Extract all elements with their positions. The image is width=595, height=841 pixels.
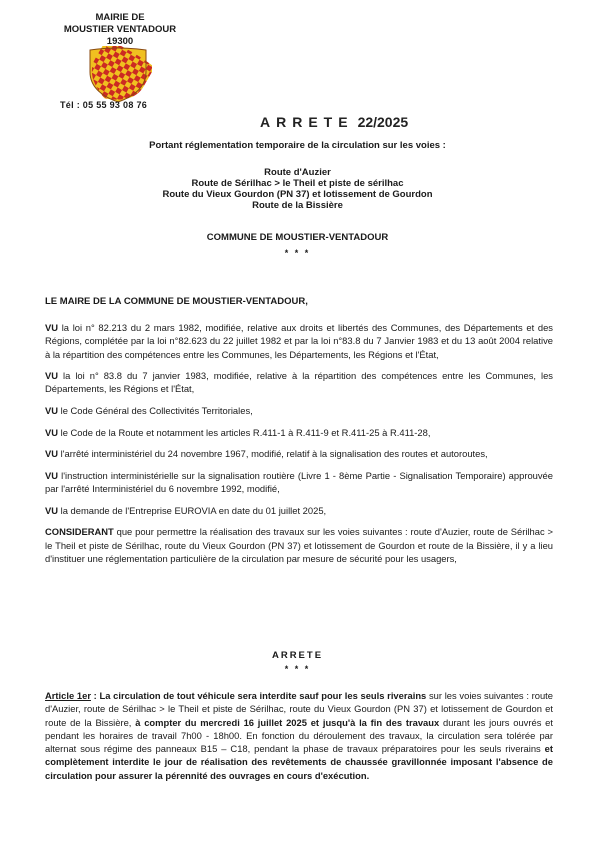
separator: * * *: [284, 664, 311, 674]
route-item: Route de Sérilhac > le Theil et piste de sérilhac: [191, 178, 404, 189]
paragraph: [45, 321, 553, 361]
paragraph-text: l'arrêté interministériel du 24 novembre 1967, modifié, relatif à la signalisation des routes et autoroutes,: [58, 448, 488, 460]
paragraph-text: le Code Général des Collectivités Territoriales,: [58, 405, 253, 417]
paragraph: [45, 504, 553, 517]
subtitle: Portant réglementation temporaire de la circulation sur les voies :: [149, 140, 446, 151]
route-item: Route de la Bissière: [252, 200, 343, 211]
route-item: Route du Vieux Gourdon (PN 37) et lotissement de Gourdon: [162, 189, 433, 200]
maire-heading: LE MAIRE DE LA COMMUNE DE MOUSTIER-VENTADOUR,: [45, 296, 308, 307]
commune-heading: COMMUNE DE MOUSTIER-VENTADOUR: [206, 232, 389, 243]
mairie-header: [60, 12, 180, 48]
paragraph-lead: VU: [45, 322, 59, 333]
mairie-line2: MOUSTIER VENTADOUR: [63, 24, 177, 35]
arrete-heading: ARRETE: [271, 650, 324, 661]
title-number: 22/2025: [357, 114, 409, 130]
paragraph: [45, 469, 553, 496]
paragraph-text: la demande de l'Entreprise EUROVIA en date du 01 juillet 2025,: [58, 504, 327, 516]
considerations: [45, 321, 553, 574]
article-date-range: à compter du mercredi 16 juillet 2025 et jusqu'à la fin des travaux: [135, 716, 440, 728]
paragraph-lead: VU: [45, 504, 59, 516]
postal-code: 19300: [106, 36, 134, 47]
phone-number: Tél : 05 55 93 08 76: [60, 100, 148, 110]
paragraph: [45, 447, 553, 460]
article-text-bold: : La circulation de tout véhicule sera interdite sauf pour les seuls riverains: [90, 690, 427, 701]
paragraph: [45, 404, 553, 417]
paragraph-text: la loi n° 83.8 du 7 janvier 1983, modifiée, relative à la répartition des compétences entre les Communes, les Départements, les Régions et l'État,: [45, 370, 553, 395]
route-item: Route d'Auzier: [264, 167, 331, 178]
paragraph-text: la loi n° 82.213 du 2 mars 1982, modifiée, relative aux droits et libertés des Communes, des Départements et des Régions, complétée par la loi n°82.623 du 22 juillet 1982 et par la loi n°83.8 du 7 Janvier 1983 et du 13 août 2004 relative à la répartition des compétences entre les Communes, les Départements, les Régions et l'État,: [45, 322, 553, 360]
paragraph-lead: VU: [45, 426, 59, 438]
paragraph-lead: VU: [45, 370, 59, 382]
paragraph-text: que pour permettre la réalisation des travaux sur les voies suivantes : route d'Auzier, route de Sérilhac > le Theil et piste de Sérilhac, route du Vieux Gourdon (PN 37) et lotissement de Gourdon et route de la Bissière, il y a lieu d'instituer une réglementation particulière de la circulation par mesure de sécurité pour les usagers,: [45, 526, 553, 564]
paragraph-lead: VU: [45, 448, 59, 460]
article-label: Article 1er: [45, 690, 91, 701]
routes-list: [0, 167, 595, 211]
paragraph: [45, 426, 553, 439]
paragraph-lead: VU: [45, 405, 59, 417]
article-text: durant les jours ouvrés et pendant les horaires de travail 7h00 - 18h00. En fonction du déroulement des travaux, la circulation sera tolérée par alternat sous régime des panneaux B15 – C18, pendant la phase de travaux préparatoires pour les seuls riverains: [45, 716, 553, 755]
paragraph-lead: VU: [45, 469, 59, 481]
paragraph: [45, 369, 553, 396]
article-text-bold: et complètement interdite le jour de réalisation des revêtements de chaussée gravillonnée imposant l'absence de circulation pour assurer la pérennité des ouvrages en cours d'exécution.: [45, 743, 553, 781]
paragraph-text: l'instruction interministérielle sur la signalisation routière (Livre 1 - 8ème Partie - Signalisation Temporaire) approuvée par l'arrêté Interministériel du 6 novembre 1992, modifié,: [45, 469, 553, 495]
mairie-line1: MAIRIE DE: [95, 12, 145, 23]
article-text: sur les voies suivantes : route d'Auzier, route de Sérilhac > le Theil et piste de Sérilhac, route du Vieux Gourdon (PN 37) et lotissement de Gourdon et route de la Bissière,: [45, 690, 554, 728]
paragraph-lead: CONSIDERANT: [45, 526, 114, 538]
article-1: [45, 689, 553, 782]
paragraph-text: le Code de la Route et notamment les articles R.411-1 à R.411-9 et R.411-25 à R.411-28,: [58, 426, 431, 438]
separator: * * *: [284, 248, 311, 258]
page-title: [260, 114, 408, 130]
paragraph: [45, 525, 553, 565]
title-word: ARRETE: [260, 114, 354, 130]
coat-of-arms-icon: [84, 46, 152, 104]
